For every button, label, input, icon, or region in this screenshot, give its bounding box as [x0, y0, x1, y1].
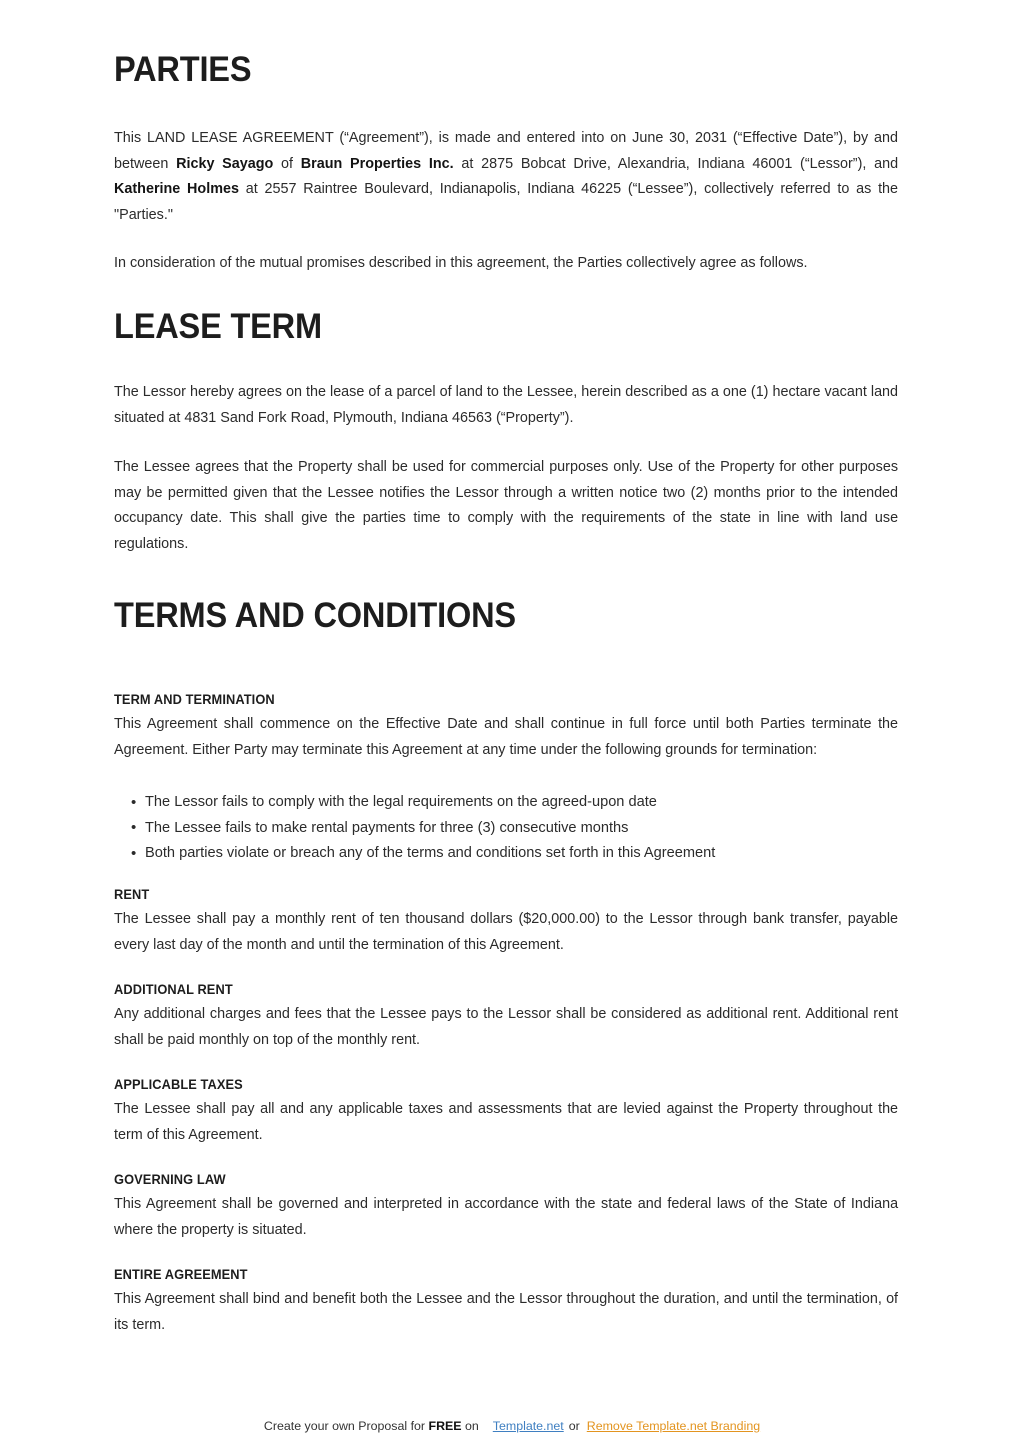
parties-consideration-text: In consideration of the mutual promises described in this agreement, the Parties collectively agree as follows. — [114, 255, 808, 271]
clause-title-additional-rent: ADDITIONAL RENT — [114, 982, 233, 997]
footer-text-on: on — [461, 1419, 479, 1433]
page-title: PARTIES — [114, 50, 252, 89]
paragraph-parties-consideration — [114, 251, 910, 277]
parties-text-segment-4: at 2557 Raintree Boulevard, Indianapolis, Indiana 46225 (“Lessee”), collectively referred to as the "Parties." — [114, 181, 899, 223]
section-heading-parties — [114, 52, 262, 89]
clause-body-rent: The Lessee shall pay a monthly rent of ten thousand dollars ($20,000.00) to the Lessor through bank transfer, payable every last day of the month and until the termination of this Agreement. — [114, 911, 899, 953]
clause-applicable-taxes — [114, 1077, 910, 1148]
lessor-company: Braun Properties Inc. — [300, 155, 454, 172]
paragraph-lease-property — [114, 380, 910, 431]
clause-governing-law — [114, 1172, 910, 1243]
clause-body-term-and-termination: This Agreement shall commence on the Effective Date and shall continue in full force until both Parties terminate the Agreement. Either Party may terminate this Agreement at any time under the following grounds for termination: — [114, 716, 899, 758]
clause-rent — [114, 887, 910, 958]
lease-term-title: LEASE TERM — [114, 307, 322, 346]
section-heading-terms-and-conditions — [114, 598, 546, 635]
clause-title-rent: RENT — [114, 887, 150, 902]
clause-title-applicable-taxes: APPLICABLE TAXES — [114, 1077, 243, 1092]
clause-additional-rent — [114, 982, 910, 1053]
clause-body-applicable-taxes: The Lessee shall pay all and any applicable taxes and assessments that are levied against the Property throughout the term of this Agreement. — [114, 1101, 899, 1143]
list-item: • The Lessee fails to make rental payments for three (3) consecutive months — [114, 816, 910, 842]
lease-property-text: The Lessor hereby agrees on the lease of a parcel of land to the Lessee, herein described as a one (1) hectare vacant land situated at 4831 Sand Fork Road, Plymouth, Indiana 46563 (“Property”). — [114, 384, 899, 426]
terms-and-conditions-title: TERMS AND CONDITIONS — [114, 596, 516, 635]
clause-title-governing-law: GOVERNING LAW — [114, 1172, 226, 1187]
clause-body-governing-law: This Agreement shall be governed and interpreted in accordance with the state and federal laws of the State of Indiana where the property is situated. — [114, 1196, 899, 1238]
parties-text-segment-1: This LAND LEASE AGREEMENT (“Agreement”), is made and entered into on June 30, 2031 (“Effective Date”), by and between — [114, 130, 899, 172]
footer-remove-branding-link[interactable]: Remove Template.net Branding — [586, 1419, 761, 1433]
parties-text-segment-3: at 2875 Bobcat Drive, Alexandria, Indiana 46001 (“Lessor”), and — [453, 155, 899, 172]
clause-entire-agreement — [114, 1267, 910, 1338]
footer-separator: or — [568, 1419, 580, 1433]
footer-text-before: Create your own Proposal for — [263, 1419, 429, 1433]
list-item: • Both parties violate or breach any of the terms and conditions set forth in this Agreement — [114, 841, 910, 867]
list-item: • The Lessor fails to comply with the legal requirements on the agreed-upon date — [114, 790, 910, 816]
parties-text-segment-2: of — [273, 155, 301, 172]
clause-title-term-and-termination: TERM AND TERMINATION — [114, 692, 275, 707]
termination-grounds-list — [114, 790, 910, 867]
footer-promo-text — [264, 1419, 479, 1433]
parties-paragraph-text — [114, 126, 898, 228]
lessee-name: Katherine Holmes — [114, 181, 239, 197]
footer-branding-bar — [0, 1418, 1024, 1435]
lease-use-text: The Lessee agrees that the Property shall be used for commercial purposes only. Use of the Property for other purposes may be permitted given that the Lessee notifies the Lessor through a written notice two (2) months prior to the intended occupancy date. This shall give the parties time to comply with the requirements of the state in line with land use regulations. — [114, 459, 899, 552]
clause-term-and-termination — [114, 692, 910, 763]
clause-body-additional-rent: Any additional charges and fees that the Lessee pays to the Lessor shall be considered as additional rent. Additional rent shall be paid monthly on top of the monthly rent. — [114, 1006, 899, 1048]
paragraph-parties-intro — [114, 126, 910, 228]
paragraph-lease-use — [114, 455, 910, 557]
lessor-name: Ricky Sayago — [176, 155, 274, 172]
section-heading-lease-term — [114, 309, 338, 346]
footer-free-label: FREE — [428, 1419, 462, 1433]
clause-title-entire-agreement: ENTIRE AGREEMENT — [114, 1267, 248, 1282]
footer-template-net-link[interactable]: Template.net — [492, 1419, 564, 1433]
clause-body-entire-agreement: This Agreement shall bind and benefit both the Lessee and the Lessor throughout the duration, and until the termination, of its term. — [114, 1291, 899, 1333]
termination-grounds-list-wrapper — [114, 790, 910, 867]
